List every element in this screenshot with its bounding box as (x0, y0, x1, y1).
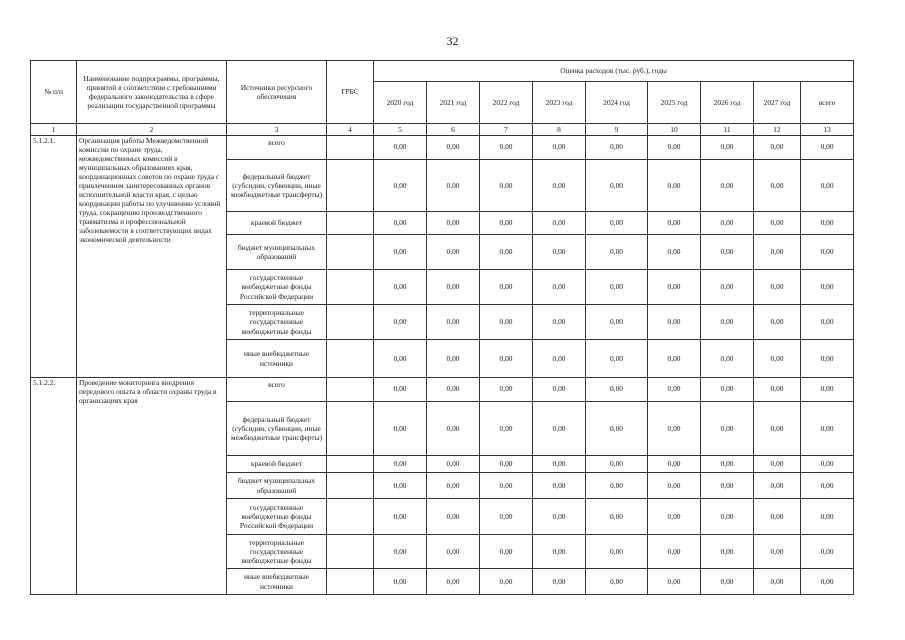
value-cell: 0,00 (480, 473, 533, 499)
value-cell-total: 0,00 (801, 569, 854, 595)
source-label: всего (227, 378, 327, 402)
column-number: 4 (327, 124, 374, 136)
header-col-estimate: Оценка расходов (тыс. руб.), годы (374, 61, 854, 82)
value-cell: 0,00 (427, 473, 480, 499)
grbs-cell (327, 305, 374, 340)
section-code: 5.1.2.2. (31, 378, 77, 595)
page-number: 32 (446, 34, 459, 48)
value-cell: 0,00 (701, 270, 754, 305)
column-number: 7 (480, 124, 533, 136)
value-cell: 0,00 (374, 270, 427, 305)
source-label: федеральный бюджет (субсидии, субвенции, иные межбюджетные трансферты) (227, 402, 327, 456)
value-cell: 0,00 (648, 305, 701, 340)
value-cell: 0,00 (533, 456, 586, 473)
source-label: территориальные государственные внебюджетные фонды (227, 535, 327, 569)
value-cell: 0,00 (754, 270, 801, 305)
value-cell: 0,00 (480, 235, 533, 270)
value-cell: 0,00 (533, 136, 586, 160)
value-cell: 0,00 (586, 569, 648, 595)
grbs-cell (327, 136, 374, 160)
header-year: 2023 год (533, 82, 586, 124)
value-cell: 0,00 (648, 456, 701, 473)
value-cell: 0,00 (648, 378, 701, 402)
value-cell: 0,00 (754, 378, 801, 402)
value-cell: 0,00 (586, 473, 648, 499)
value-cell: 0,00 (586, 402, 648, 456)
value-cell: 0,00 (427, 212, 480, 235)
value-cell: 0,00 (701, 402, 754, 456)
value-cell: 0,00 (586, 305, 648, 340)
value-cell: 0,00 (701, 235, 754, 270)
grbs-cell (327, 569, 374, 595)
header-row-top (31, 61, 854, 82)
value-cell: 0,00 (754, 402, 801, 456)
grbs-cell (327, 456, 374, 473)
value-cell: 0,00 (480, 456, 533, 473)
value-cell: 0,00 (586, 270, 648, 305)
value-cell-total: 0,00 (801, 270, 854, 305)
budget-table (30, 60, 854, 595)
source-label: бюджет муниципальных образований (227, 473, 327, 499)
value-cell: 0,00 (701, 212, 754, 235)
header-col-source: Источники ресурсного обеспечения (227, 61, 327, 124)
value-cell-total: 0,00 (801, 160, 854, 212)
value-cell: 0,00 (586, 499, 648, 535)
value-cell: 0,00 (701, 473, 754, 499)
value-cell: 0,00 (648, 340, 701, 378)
value-cell: 0,00 (533, 340, 586, 378)
header-col-name: Наименование подпрограммы, программы, принятой в соответствии с требованиями федерального законодательства в сфере реализации государственной программы (77, 61, 227, 124)
value-cell-total: 0,00 (801, 456, 854, 473)
value-cell: 0,00 (701, 569, 754, 595)
value-cell: 0,00 (701, 160, 754, 212)
value-cell: 0,00 (427, 136, 480, 160)
value-cell: 0,00 (533, 160, 586, 212)
value-cell: 0,00 (533, 535, 586, 569)
header-year: 2020 год (374, 82, 427, 124)
value-cell: 0,00 (754, 499, 801, 535)
source-label: территориальные государственные внебюджетные фонды (227, 305, 327, 340)
value-cell-total: 0,00 (801, 340, 854, 378)
header-year: 2027 год (754, 82, 801, 124)
value-cell: 0,00 (586, 378, 648, 402)
value-cell: 0,00 (533, 305, 586, 340)
value-cell: 0,00 (427, 569, 480, 595)
header-year: 2024 год (586, 82, 648, 124)
value-cell: 0,00 (374, 136, 427, 160)
value-cell: 0,00 (648, 499, 701, 535)
value-cell: 0,00 (754, 235, 801, 270)
value-cell: 0,00 (533, 499, 586, 535)
source-label: краевой бюджет (227, 456, 327, 473)
value-cell: 0,00 (701, 378, 754, 402)
header-year: 2022 год (480, 82, 533, 124)
value-cell: 0,00 (648, 535, 701, 569)
value-cell: 0,00 (374, 340, 427, 378)
value-cell: 0,00 (586, 535, 648, 569)
value-cell: 0,00 (427, 378, 480, 402)
value-cell: 0,00 (480, 499, 533, 535)
value-cell-total: 0,00 (801, 212, 854, 235)
value-cell: 0,00 (701, 499, 754, 535)
value-cell-total: 0,00 (801, 378, 854, 402)
value-cell: 0,00 (480, 212, 533, 235)
value-cell: 0,00 (754, 569, 801, 595)
section-name: Организация работы Межведомственной комиссии по охране труда, межведомственных комиссий в муниципальных образованиях края, координационных советов по охране труда с привлечением заинтересованных органов исполнительной власти края, с целью координации работы по улучшению условий труда, сокращению производственного травматизма и профессиональной заболеваемости в соответствующих видах экономической деятельности (77, 136, 227, 378)
header-col-number: № п/п (31, 61, 77, 124)
value-cell: 0,00 (586, 136, 648, 160)
value-cell: 0,00 (648, 160, 701, 212)
header-year: 2025 год (648, 82, 701, 124)
value-cell: 0,00 (427, 535, 480, 569)
source-label: федеральный бюджет (субсидии, субвенции, иные межбюджетные трансферты) (227, 160, 327, 212)
header-year: 2026 год (701, 82, 754, 124)
value-cell: 0,00 (754, 160, 801, 212)
value-cell-total: 0,00 (801, 235, 854, 270)
value-cell: 0,00 (374, 160, 427, 212)
header-year: 2021 год (427, 82, 480, 124)
value-cell: 0,00 (374, 535, 427, 569)
value-cell: 0,00 (374, 499, 427, 535)
column-number: 11 (701, 124, 754, 136)
header-year-total: всего (801, 82, 854, 124)
value-cell: 0,00 (480, 378, 533, 402)
column-number: 12 (754, 124, 801, 136)
value-cell: 0,00 (648, 136, 701, 160)
value-cell: 0,00 (480, 305, 533, 340)
source-label: иные внебюджетные источники (227, 569, 327, 595)
value-cell: 0,00 (648, 569, 701, 595)
source-label: государственные внебюджетные фонды Российской Федерации (227, 270, 327, 305)
value-cell: 0,00 (427, 402, 480, 456)
column-number: 9 (586, 124, 648, 136)
column-number: 10 (648, 124, 701, 136)
value-cell-total: 0,00 (801, 136, 854, 160)
value-cell: 0,00 (533, 212, 586, 235)
grbs-cell (327, 340, 374, 378)
source-label: государственные внебюджетные фонды Российской Федерации (227, 499, 327, 535)
value-cell: 0,00 (701, 305, 754, 340)
value-cell: 0,00 (427, 270, 480, 305)
value-cell-total: 0,00 (801, 473, 854, 499)
value-cell: 0,00 (648, 402, 701, 456)
value-cell: 0,00 (648, 235, 701, 270)
value-cell: 0,00 (480, 270, 533, 305)
grbs-cell (327, 270, 374, 305)
grbs-cell (327, 235, 374, 270)
value-cell: 0,00 (533, 402, 586, 456)
value-cell: 0,00 (533, 473, 586, 499)
column-number: 1 (31, 124, 77, 136)
value-cell: 0,00 (374, 235, 427, 270)
value-cell: 0,00 (533, 235, 586, 270)
value-cell-total: 0,00 (801, 402, 854, 456)
header-col-grbs: ГРБС (327, 61, 374, 124)
section-code: 5.1.2.1. (31, 136, 77, 378)
value-cell: 0,00 (586, 212, 648, 235)
value-cell: 0,00 (374, 473, 427, 499)
value-cell: 0,00 (701, 535, 754, 569)
value-cell: 0,00 (648, 212, 701, 235)
column-number: 13 (801, 124, 854, 136)
value-cell: 0,00 (480, 136, 533, 160)
value-cell: 0,00 (374, 402, 427, 456)
value-cell: 0,00 (427, 160, 480, 212)
value-cell: 0,00 (480, 569, 533, 595)
value-cell-total: 0,00 (801, 535, 854, 569)
value-cell-total: 0,00 (801, 305, 854, 340)
value-cell: 0,00 (427, 499, 480, 535)
value-cell: 0,00 (533, 378, 586, 402)
grbs-cell (327, 535, 374, 569)
value-cell: 0,00 (533, 270, 586, 305)
value-cell: 0,00 (374, 305, 427, 340)
value-cell: 0,00 (701, 340, 754, 378)
value-cell-total: 0,00 (801, 499, 854, 535)
value-cell: 0,00 (701, 136, 754, 160)
value-cell: 0,00 (480, 402, 533, 456)
column-numbers-row (31, 124, 854, 136)
value-cell: 0,00 (754, 136, 801, 160)
source-label: краевой бюджет (227, 212, 327, 235)
value-cell: 0,00 (586, 340, 648, 378)
source-label: бюджет муниципальных образований (227, 235, 327, 270)
value-cell: 0,00 (427, 340, 480, 378)
value-cell: 0,00 (754, 535, 801, 569)
value-cell: 0,00 (648, 473, 701, 499)
value-cell: 0,00 (701, 456, 754, 473)
grbs-cell (327, 473, 374, 499)
value-cell: 0,00 (586, 160, 648, 212)
value-cell: 0,00 (586, 235, 648, 270)
column-number: 8 (533, 124, 586, 136)
source-label: всего (227, 136, 327, 160)
value-cell: 0,00 (427, 456, 480, 473)
value-cell: 0,00 (754, 473, 801, 499)
value-cell: 0,00 (754, 340, 801, 378)
value-cell: 0,00 (754, 456, 801, 473)
column-number: 3 (227, 124, 327, 136)
value-cell: 0,00 (754, 305, 801, 340)
table-row (31, 378, 854, 402)
grbs-cell (327, 499, 374, 535)
column-number: 5 (374, 124, 427, 136)
table-row (31, 136, 854, 160)
value-cell: 0,00 (648, 270, 701, 305)
section-name: Проведение мониторинга внедрения передового опыта в области охраны труда в организациях края (77, 378, 227, 595)
value-cell: 0,00 (374, 456, 427, 473)
grbs-cell (327, 378, 374, 402)
grbs-cell (327, 160, 374, 212)
value-cell: 0,00 (754, 212, 801, 235)
value-cell: 0,00 (374, 378, 427, 402)
value-cell: 0,00 (533, 569, 586, 595)
value-cell: 0,00 (374, 569, 427, 595)
column-number: 2 (77, 124, 227, 136)
value-cell: 0,00 (480, 160, 533, 212)
value-cell: 0,00 (374, 212, 427, 235)
value-cell: 0,00 (427, 235, 480, 270)
grbs-cell (327, 212, 374, 235)
column-number: 6 (427, 124, 480, 136)
source-label: иные внебюджетные источники (227, 340, 327, 378)
value-cell: 0,00 (586, 456, 648, 473)
grbs-cell (327, 402, 374, 456)
value-cell: 0,00 (427, 305, 480, 340)
value-cell: 0,00 (480, 535, 533, 569)
value-cell: 0,00 (480, 340, 533, 378)
